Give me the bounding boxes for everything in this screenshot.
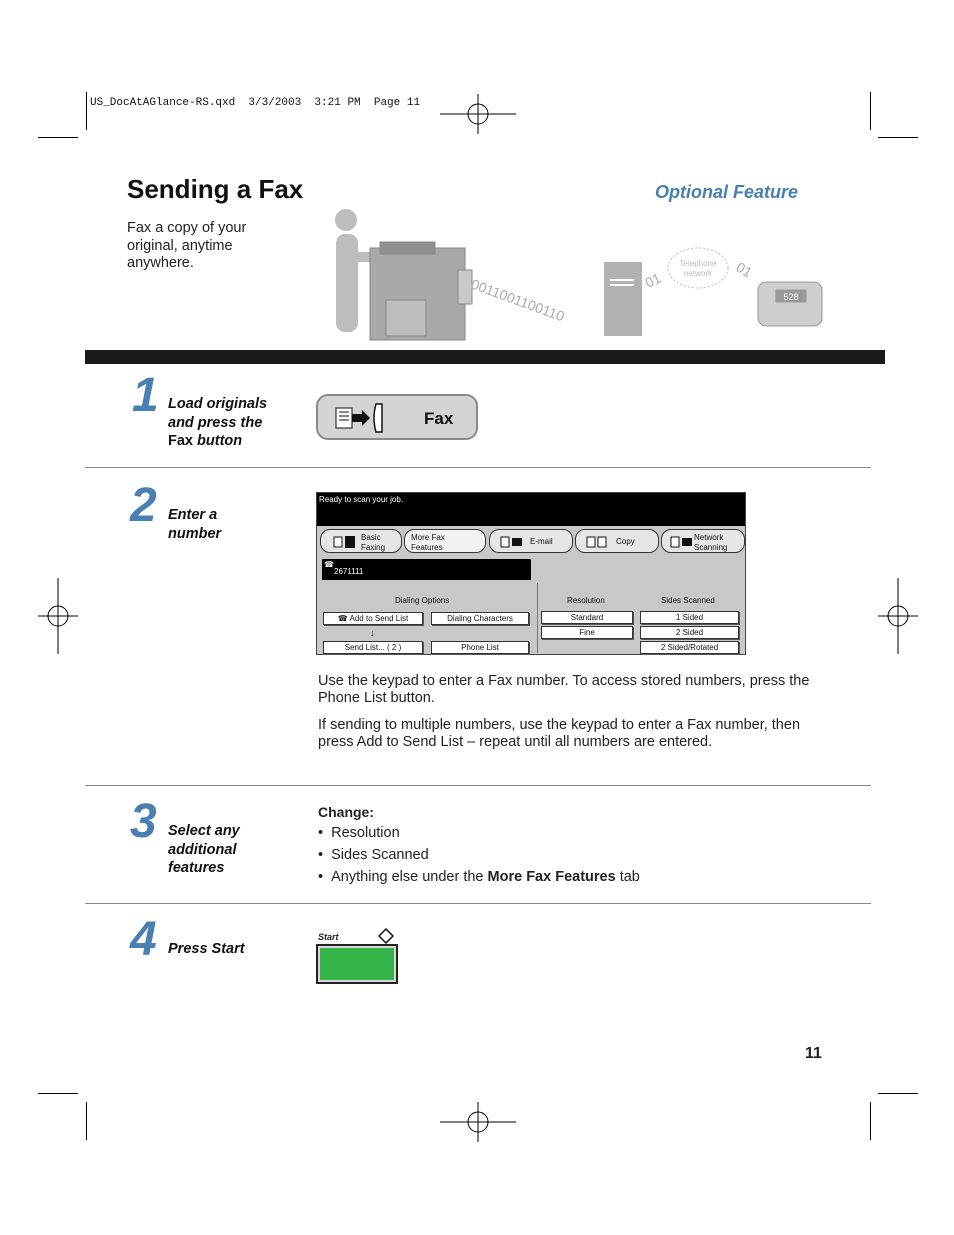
- dialing-characters-button[interactable]: Dialing Characters: [431, 612, 529, 625]
- intro-text: Fax a copy of your original, anytime anywhere.: [127, 220, 247, 271]
- change-heading: Change:: [318, 804, 374, 820]
- fax-number-value: 2671111: [334, 567, 364, 576]
- step-2-label: Enter a number: [168, 507, 222, 542]
- section-bar: [85, 350, 885, 364]
- panel-divider: [537, 583, 538, 653]
- two-sided-button[interactable]: 2 Sided: [640, 626, 739, 639]
- dialing-options-heading: Dialing Options: [395, 596, 450, 605]
- cloud-icon: [668, 248, 728, 288]
- send-list-button[interactable]: Send List... ( 2 ): [323, 641, 423, 654]
- fax-number-field[interactable]: [322, 559, 531, 580]
- arrow-down-icon: ↓: [370, 628, 375, 638]
- binary-stream-1: 0011001100110: [468, 275, 567, 325]
- binary-stream-2: 01: [642, 269, 664, 291]
- diamond-icon: [378, 928, 394, 944]
- svg-text:Telephone: Telephone: [679, 259, 717, 268]
- binary-stream-3: 01: [733, 258, 755, 281]
- tab-more-fax-features[interactable]: More Fax Features: [404, 529, 486, 553]
- step-2-paragraph-1: Use the keypad to enter a Fax number. To access stored numbers, press the Phone List button.: [318, 673, 810, 706]
- fax-machine-icon: [758, 282, 822, 326]
- phone-icon: ☎: [324, 560, 334, 569]
- email-icon: [500, 535, 524, 549]
- list-item: • Resolution: [318, 825, 400, 841]
- phone-list-button[interactable]: Phone List: [431, 641, 529, 654]
- optional-feature-label: Optional Feature: [655, 182, 799, 202]
- svg-text:network: network: [683, 269, 713, 278]
- status-bar: [317, 493, 745, 526]
- tab-network-scanning[interactable]: Network Scanning: [661, 529, 745, 553]
- two-sided-rotated-button[interactable]: 2 Sided/Rotated: [640, 641, 739, 654]
- fax-icon: [333, 535, 357, 549]
- resolution-heading: Resolution: [567, 596, 605, 605]
- fax-process-illustration: [330, 200, 830, 350]
- add-to-send-list-button[interactable]: ☎ Add to Send List: [323, 612, 423, 625]
- divider: [85, 467, 871, 468]
- resolution-standard-button[interactable]: Standard: [541, 611, 633, 624]
- fax-button[interactable]: [316, 394, 478, 440]
- fax-touch-screen: [316, 492, 746, 655]
- file-slug: US_DocAtAGlance-RS.qxd 3/3/2003 3:21 PM Page 11: [90, 97, 421, 109]
- status-text: Ready to scan your job.: [319, 495, 404, 504]
- step-2-number: 2: [130, 479, 157, 532]
- step-3-label: Select any additional features: [168, 823, 240, 876]
- svg-text:528: 528: [783, 292, 799, 302]
- copier-icon: [370, 242, 472, 340]
- tab-basic-faxing[interactable]: Basic Faxing: [320, 529, 402, 553]
- divider: [85, 903, 871, 904]
- one-sided-button[interactable]: 1 Sided: [640, 611, 739, 624]
- scan-icon: [670, 535, 694, 549]
- start-button[interactable]: [316, 944, 398, 984]
- divider: [85, 785, 871, 786]
- fax-send-icon: [334, 402, 394, 434]
- list-item: • Sides Scanned: [318, 847, 429, 863]
- tab-email[interactable]: E-mail: [489, 529, 573, 553]
- page-number: 11: [805, 1045, 822, 1062]
- list-item: • Anything else under the More Fax Features tab: [318, 869, 640, 885]
- step-3-number: 3: [130, 795, 157, 848]
- step-2-paragraph-2: If sending to multiple numbers, use the keypad to enter a Fax number, then press Add to Send List – repeat until all numbers are entered.: [318, 717, 801, 750]
- step-4-label: Press Start: [168, 941, 245, 957]
- server-icon: [604, 262, 642, 336]
- tab-copy[interactable]: Copy: [575, 529, 659, 553]
- step-4-number: 4: [130, 913, 157, 966]
- page-title: Sending a Fax: [127, 174, 304, 204]
- step-1-label: Load originals and press the Fax button: [168, 396, 268, 449]
- step-1-number: 1: [132, 369, 159, 422]
- copy-icon: [586, 535, 610, 549]
- resolution-fine-button[interactable]: Fine: [541, 626, 633, 639]
- fax-button-label: Fax: [424, 409, 454, 428]
- sides-scanned-heading: Sides Scanned: [661, 596, 715, 605]
- start-label: Start: [318, 932, 339, 942]
